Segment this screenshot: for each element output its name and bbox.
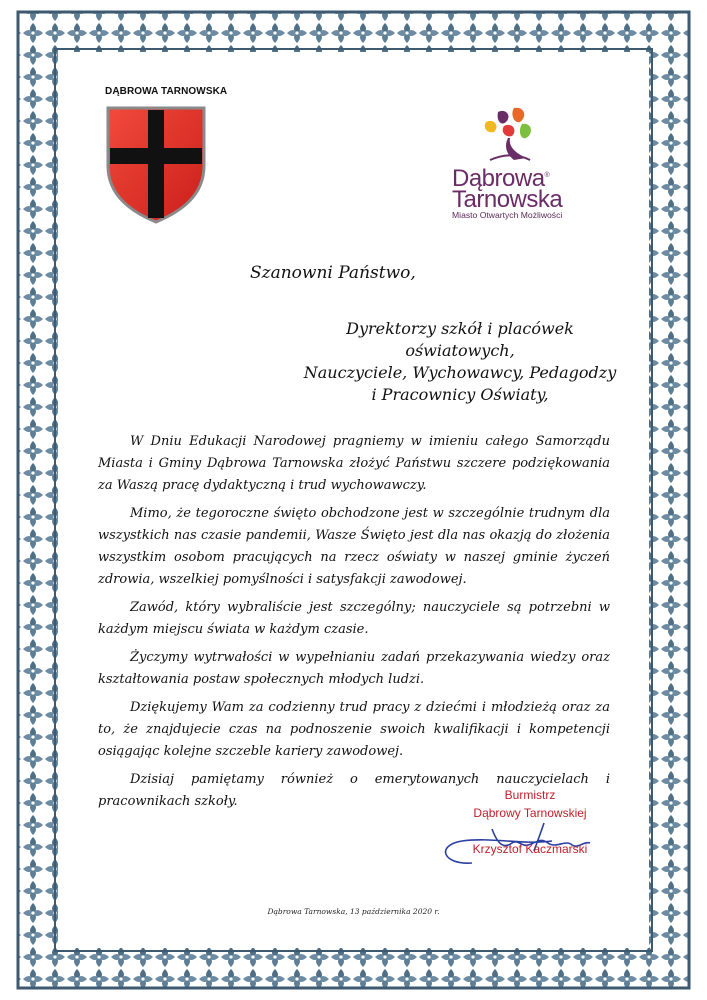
registered-mark: ® (544, 172, 550, 179)
body-paragraph: Dzisiaj pamiętamy również o emerytowanych nauczycielach i pracownikach szkoły. (98, 772, 610, 809)
body-paragraph: W Dniu Edukacji Narodowej pragniemy w imieniu całego Samorządu Miasta i Gminy Dąbrowa Tarnowska złożyć Państwu szczere podziękowania za Waszą pracę dydaktyczną i trud wychowawczy. (98, 434, 610, 493)
signature-name: Krzysztof Kaczmarski (472, 842, 588, 856)
logo-line-2: Tarnowska (452, 186, 563, 213)
signature-title: Burmistrz (504, 788, 556, 802)
greeting: Szanowni Państwo, (250, 263, 416, 283)
addressee-block (290, 318, 630, 406)
body-paragraph: Zawód, który wybraliście jest szczególny; nauczyciele są potrzebni w każdym miejscu świata w każdym czasie. (98, 600, 610, 637)
coat-of-arms-icon (104, 104, 208, 224)
addressee-line: Nauczyciele, Wychowawcy, Pedagodzy (303, 363, 617, 382)
signature-block (430, 786, 630, 858)
crest-label: DĄBROWA TARNOWSKA (105, 86, 228, 97)
place-date: Dąbrowa Tarnowska, 13 października 2020 r. (267, 907, 440, 916)
body-paragraph: Dziękujemy Wam za codzienny trud pracy z dziećmi i młodzieżą oraz za to, że znajdujecie czas na podnoszenie swoich kwalifikacji i kompetencji osiągając kolejne szczeble kariery zawodowej. (98, 700, 610, 759)
addressee-line: Dyrektorzy szkół i placówek oświatowych, (346, 319, 574, 360)
logo-tagline: Miasto Otwartych Możliwości (452, 210, 563, 220)
logo-line-1: Dąbrowa (452, 165, 545, 192)
addressee-line: i Pracownicy Oświaty, (371, 385, 549, 404)
letter-body (98, 431, 610, 819)
signature-office: Dąbrowy Tarnowskiej (473, 806, 587, 820)
logo-wordmark (452, 165, 582, 213)
body-paragraph: Mimo, że tegoroczne święto obchodzone jest w szczególnie trudnym dla wszystkich nas czasie pandemii, Wasze Święto jest dla nas okazją do złożenia wszystkim osobom pracujących na rzecz oświaty w naszej gminie życzeń zdrowia, wszelkiej pomyślności i satysfakcji zawodowej. (98, 506, 610, 587)
body-paragraph: Życzymy wytrwałości w wypełnianiu zadań przekazywania wiedzy oraz kształtowania postaw społecznych młodych ludzi. (98, 650, 610, 687)
